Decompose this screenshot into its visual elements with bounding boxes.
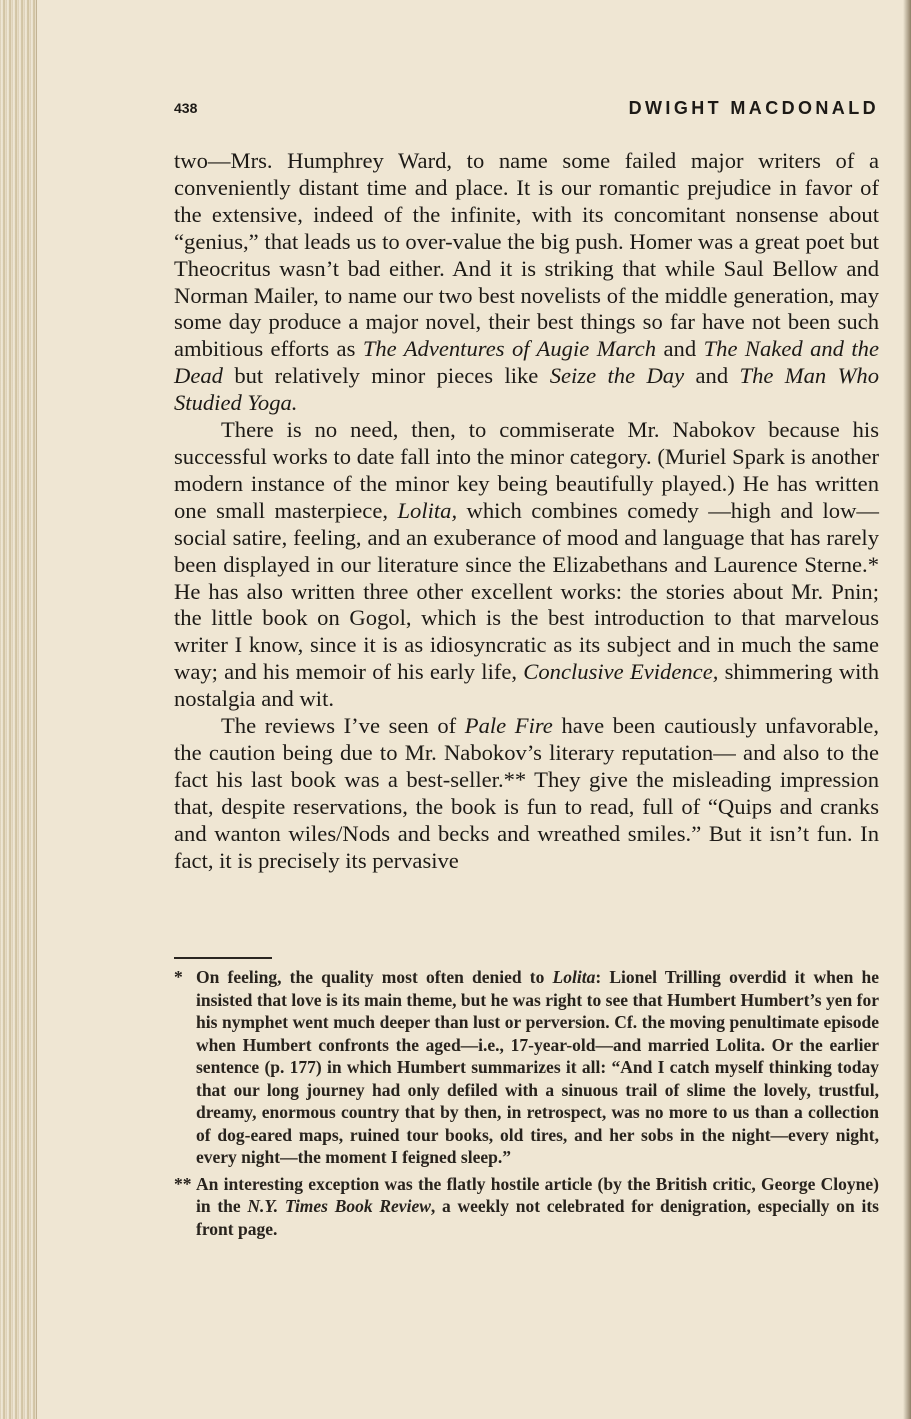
book-title: The Naked and the Dead xyxy=(174,336,879,389)
footnote xyxy=(174,1173,879,1241)
text-run: but relatively minor pieces like xyxy=(222,363,550,389)
text-run: An interesting exception was the flatly hostile article (by the British critic, George Cloyne) in the xyxy=(196,1173,879,1216)
footnote xyxy=(174,966,879,1169)
paragraph xyxy=(174,148,879,417)
footnotes xyxy=(174,966,879,1240)
page-number: 438 xyxy=(174,100,198,116)
text-run: The reviews I’ve seen of xyxy=(221,713,465,739)
text-run: shimmering with nostalgia and wit. xyxy=(174,659,879,712)
text-run: have been cautiously unfavorable, the caution being due to Mr. Nabokov’s literary reputation— and also to the fact his last book was a best-seller.** They give the misleading impression that, despite reservations, the book is fun to read, full of “Quips and cranks and wanton wiles/Nods and becks and wreathed smiles.” But it isn’t fun. In fact, it is precisely its pervasive xyxy=(174,713,879,873)
running-head: DWIGHT MACDONALD xyxy=(628,98,879,118)
book-title: Seize the Day xyxy=(549,363,685,389)
text-run: which combines comedy —high and low—social satire, feeling, and an exuberance of mood and language that has rarely been displayed in our literature since the Elizabethans and Laurence Sterne.* He has also written three other excellent works: the stories about Mr. Pnin; the little book on Gogol, which is the best introduction to that marvelous writer I know, since it is as idiosyncratic as its subject and in much the same way; and his memoir of his early life, xyxy=(174,497,879,685)
publication-title: N.Y. Times Book Review xyxy=(247,1196,431,1216)
book-title: Lolita, xyxy=(397,497,458,523)
text-run: two—Mrs. Humphrey Ward, to name some failed major writers of a conveniently distant time and place. It is our romantic prejudice in favor of the extensive, indeed of the infinite, with its concomitant nonsense about “genius,” that leads us to over-value the big push. Homer was a great poet but Theocritus wasn’t bad either. And it is striking that while Saul Bellow and Norman Mailer, to name our two best novelists of the middle generation, may some day produce a major novel, their best things so far have not been such ambitious efforts as xyxy=(174,148,879,362)
footnote-mark: ** xyxy=(174,1173,192,1194)
book-title: Conclusive Evidence, xyxy=(523,659,719,685)
footnote-rule xyxy=(174,957,272,959)
text-run: On feeling, the quality most often denied to xyxy=(196,967,553,987)
text-run: , a weekly not celebrated for denigration, especially on its front page. xyxy=(196,1196,879,1239)
book-title: Lolita xyxy=(552,967,596,987)
text-run: There is no need, then, to commiserate Mr. Nabokov because his successful works to date fall into the minor category. (Muriel Spark is another modern instance of the minor key being beautifully played.) He has written one small masterpiece, xyxy=(174,417,879,523)
book-title: The Man Who Studied Yoga. xyxy=(174,363,880,416)
book-title: The Adventures of Augie March xyxy=(362,336,657,362)
book-title: Pale Fire xyxy=(464,713,553,739)
text-run: and xyxy=(684,363,740,389)
paragraph xyxy=(174,713,879,874)
paragraph xyxy=(174,417,879,713)
text-run: : Lionel Trilling overdid it when he insisted that love is its main theme, but he was right to see that Humbert Humbert’s yen for his nymphet went much deeper than lust or perversion. Cf. the moving penultimate episode when Humbert confronts the aged—i.e., 17-year-old—and married Lolita. Or the earlier sentence (p. 177) in which Humbert summarizes it all: “And I catch myself thinking today that our long journey had only defiled with a sinuous trail of slime the lovely, trustful, dreamy, enormous country that by then, in retrospect, was no more to us than a collection of dog-eared maps, ruined tour books, old tires, and her sobs in the night—every night, every night—the moment I feigned sleep.” xyxy=(196,967,879,1167)
body-text xyxy=(174,148,879,874)
text-run: and xyxy=(656,336,704,362)
footnote-mark: * xyxy=(174,967,183,987)
